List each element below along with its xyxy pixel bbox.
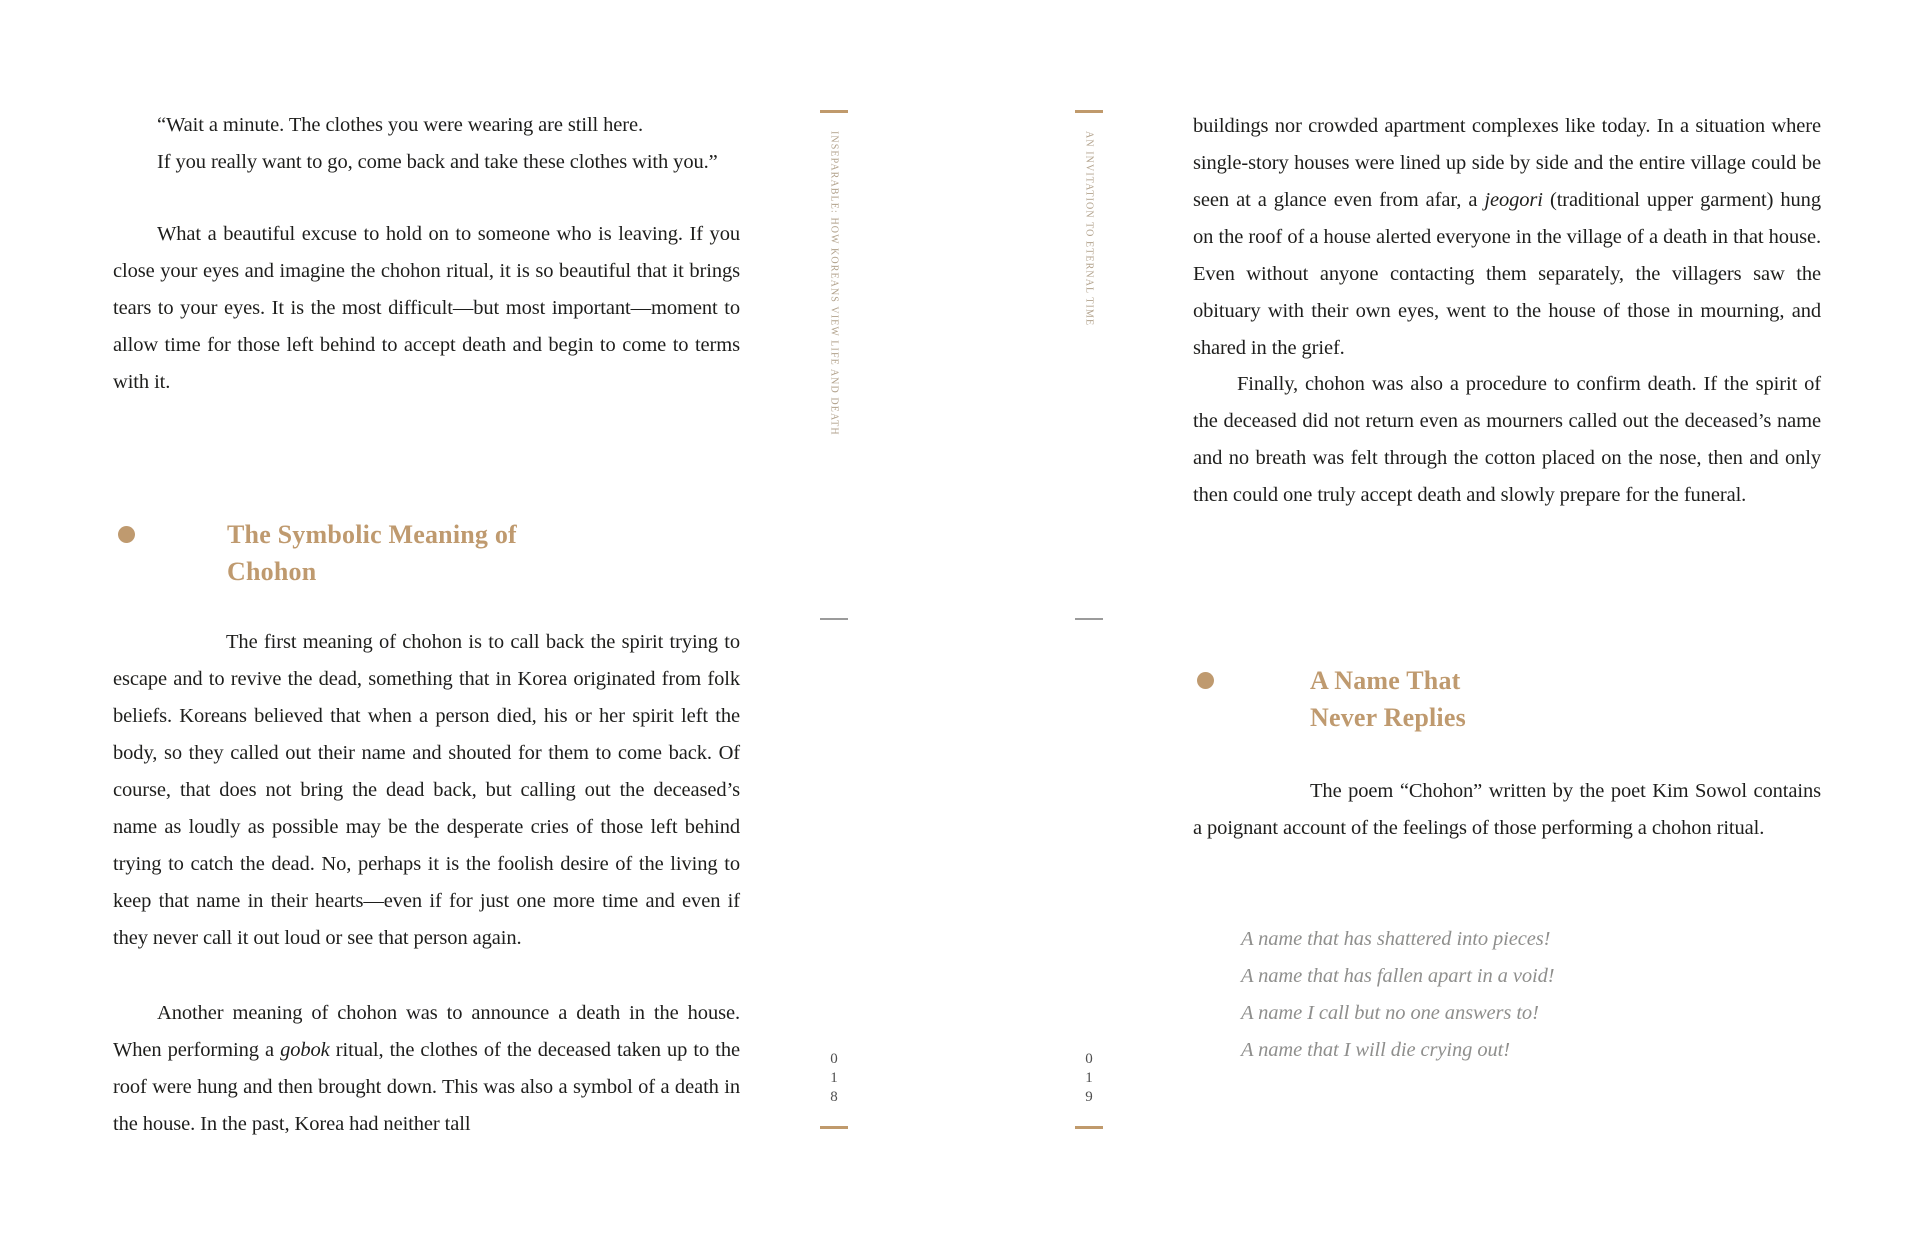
- gutter-strip-right: [1075, 0, 1103, 1242]
- section-heading-line: Never Replies: [1310, 703, 1466, 732]
- right-page: [1193, 0, 1821, 1242]
- section-bullet-icon: [1197, 672, 1214, 689]
- page-number-digit: 1: [1085, 1070, 1093, 1086]
- poem-block: [1193, 921, 1821, 1069]
- poem-line: A name that has shattered into pieces!: [1241, 928, 1551, 950]
- paragraph: The first meaning of chohon is to call back the spirit trying to escape and to revive the dead, something that in Korea originated from folk beliefs. Koreans believed that when a person died, his or her spirit left the body, so they called out their name and shouted for them to come back. Of course, that does not bring the dead back, but calling out the deceased’s name as loudly as possible may be the desperate cries of those left behind trying to catch the dead. No, perhaps it is the foolish desire of the living to keep that name in their hearts—even if for just one more time and even if they never call it out loud or see that person again.: [113, 631, 740, 949]
- quote-line: If you really want to go, come back and take these clothes with you.”: [157, 151, 718, 173]
- paragraph-text: ritual, the clothes of the deceased taken up to the roof were hung and then brought down. This was also a symbol of a death in the house. In the past, Korea had neither tall: [113, 1039, 740, 1135]
- paragraph-text: (traditional upper garment) hung on the roof of a house alerted everyone in the village of a death in that house. Even without anyone contacting them separately, the villagers saw the obituary with their own eyes, went to the house of those in mourning, and shared in the grief.: [1193, 189, 1821, 359]
- running-title-left: INSEPARABLE: HOW KOREANS VIEW LIFE AND DEATH: [828, 131, 840, 436]
- running-title-right: AN INVITATION TO ETERNAL TIME: [1083, 131, 1095, 327]
- section-heading-line: Chohon: [227, 557, 317, 586]
- paragraph-text: Another meaning of chohon was to announce a death in the house. When performing a: [113, 1002, 740, 1061]
- divider: [820, 110, 848, 113]
- divider: [1075, 1126, 1103, 1129]
- poem-line: A name that has fallen apart in a void!: [1241, 965, 1555, 987]
- page-number-right: [1075, 1050, 1103, 1107]
- italic-term: gobok: [280, 1039, 330, 1061]
- italic-term: jeogori: [1484, 189, 1543, 211]
- paragraph: [1193, 108, 1821, 367]
- quote-line: “Wait a minute. The clothes you were wearing are still here.: [157, 114, 644, 136]
- page-number-digit: 0: [830, 1051, 838, 1067]
- section-heading: [227, 516, 517, 590]
- paragraph: What a beautiful excuse to hold on to someone who is leaving. If you close your eyes and imagine the chohon ritual, it is so beautiful that it brings tears to your eyes. It is the most difficult—but most important—moment to allow time for those left behind to accept death and begin to come to terms with it.: [113, 223, 740, 393]
- divider: [1075, 110, 1103, 113]
- paragraph: The poem “Chohon” written by the poet Kim Sowol contains a poignant account of the feelings of those performing a chohon ritual.: [1193, 780, 1821, 839]
- page-number-digit: 0: [1085, 1051, 1093, 1067]
- section-heading-line: The Symbolic Meaning of: [227, 520, 517, 549]
- divider: [1075, 618, 1103, 620]
- section-heading-line: A Name That: [1310, 666, 1461, 695]
- paragraph: [113, 995, 740, 1143]
- left-page: [113, 0, 740, 1242]
- section-bullet-icon: [118, 526, 135, 543]
- paragraph-text: buildings nor crowded apartment complexes like today. In a situation where single-story houses were lined up side by side and the entire village could be seen at a glance even from afar, a: [1193, 115, 1821, 211]
- paragraph: Finally, chohon was also a procedure to confirm death. If the spirit of the deceased did not return even as mourners called out the deceased’s name and no breath was felt through the cotton placed on the nose, then and only then could one truly accept death and slowly prepare for the funeral.: [1193, 373, 1821, 506]
- page-number-digit: 8: [830, 1089, 838, 1105]
- quote-block: [113, 107, 740, 181]
- poem-line: A name I call but no one answers to!: [1241, 1002, 1539, 1024]
- divider: [820, 618, 848, 620]
- page-number-digit: 9: [1085, 1089, 1093, 1105]
- section-heading: [1310, 662, 1466, 736]
- divider: [820, 1126, 848, 1129]
- poem-line: A name that I will die crying out!: [1241, 1039, 1510, 1061]
- page-number-digit: 1: [830, 1070, 838, 1086]
- page-number-left: [820, 1050, 848, 1107]
- gutter-strip-left: [820, 0, 848, 1242]
